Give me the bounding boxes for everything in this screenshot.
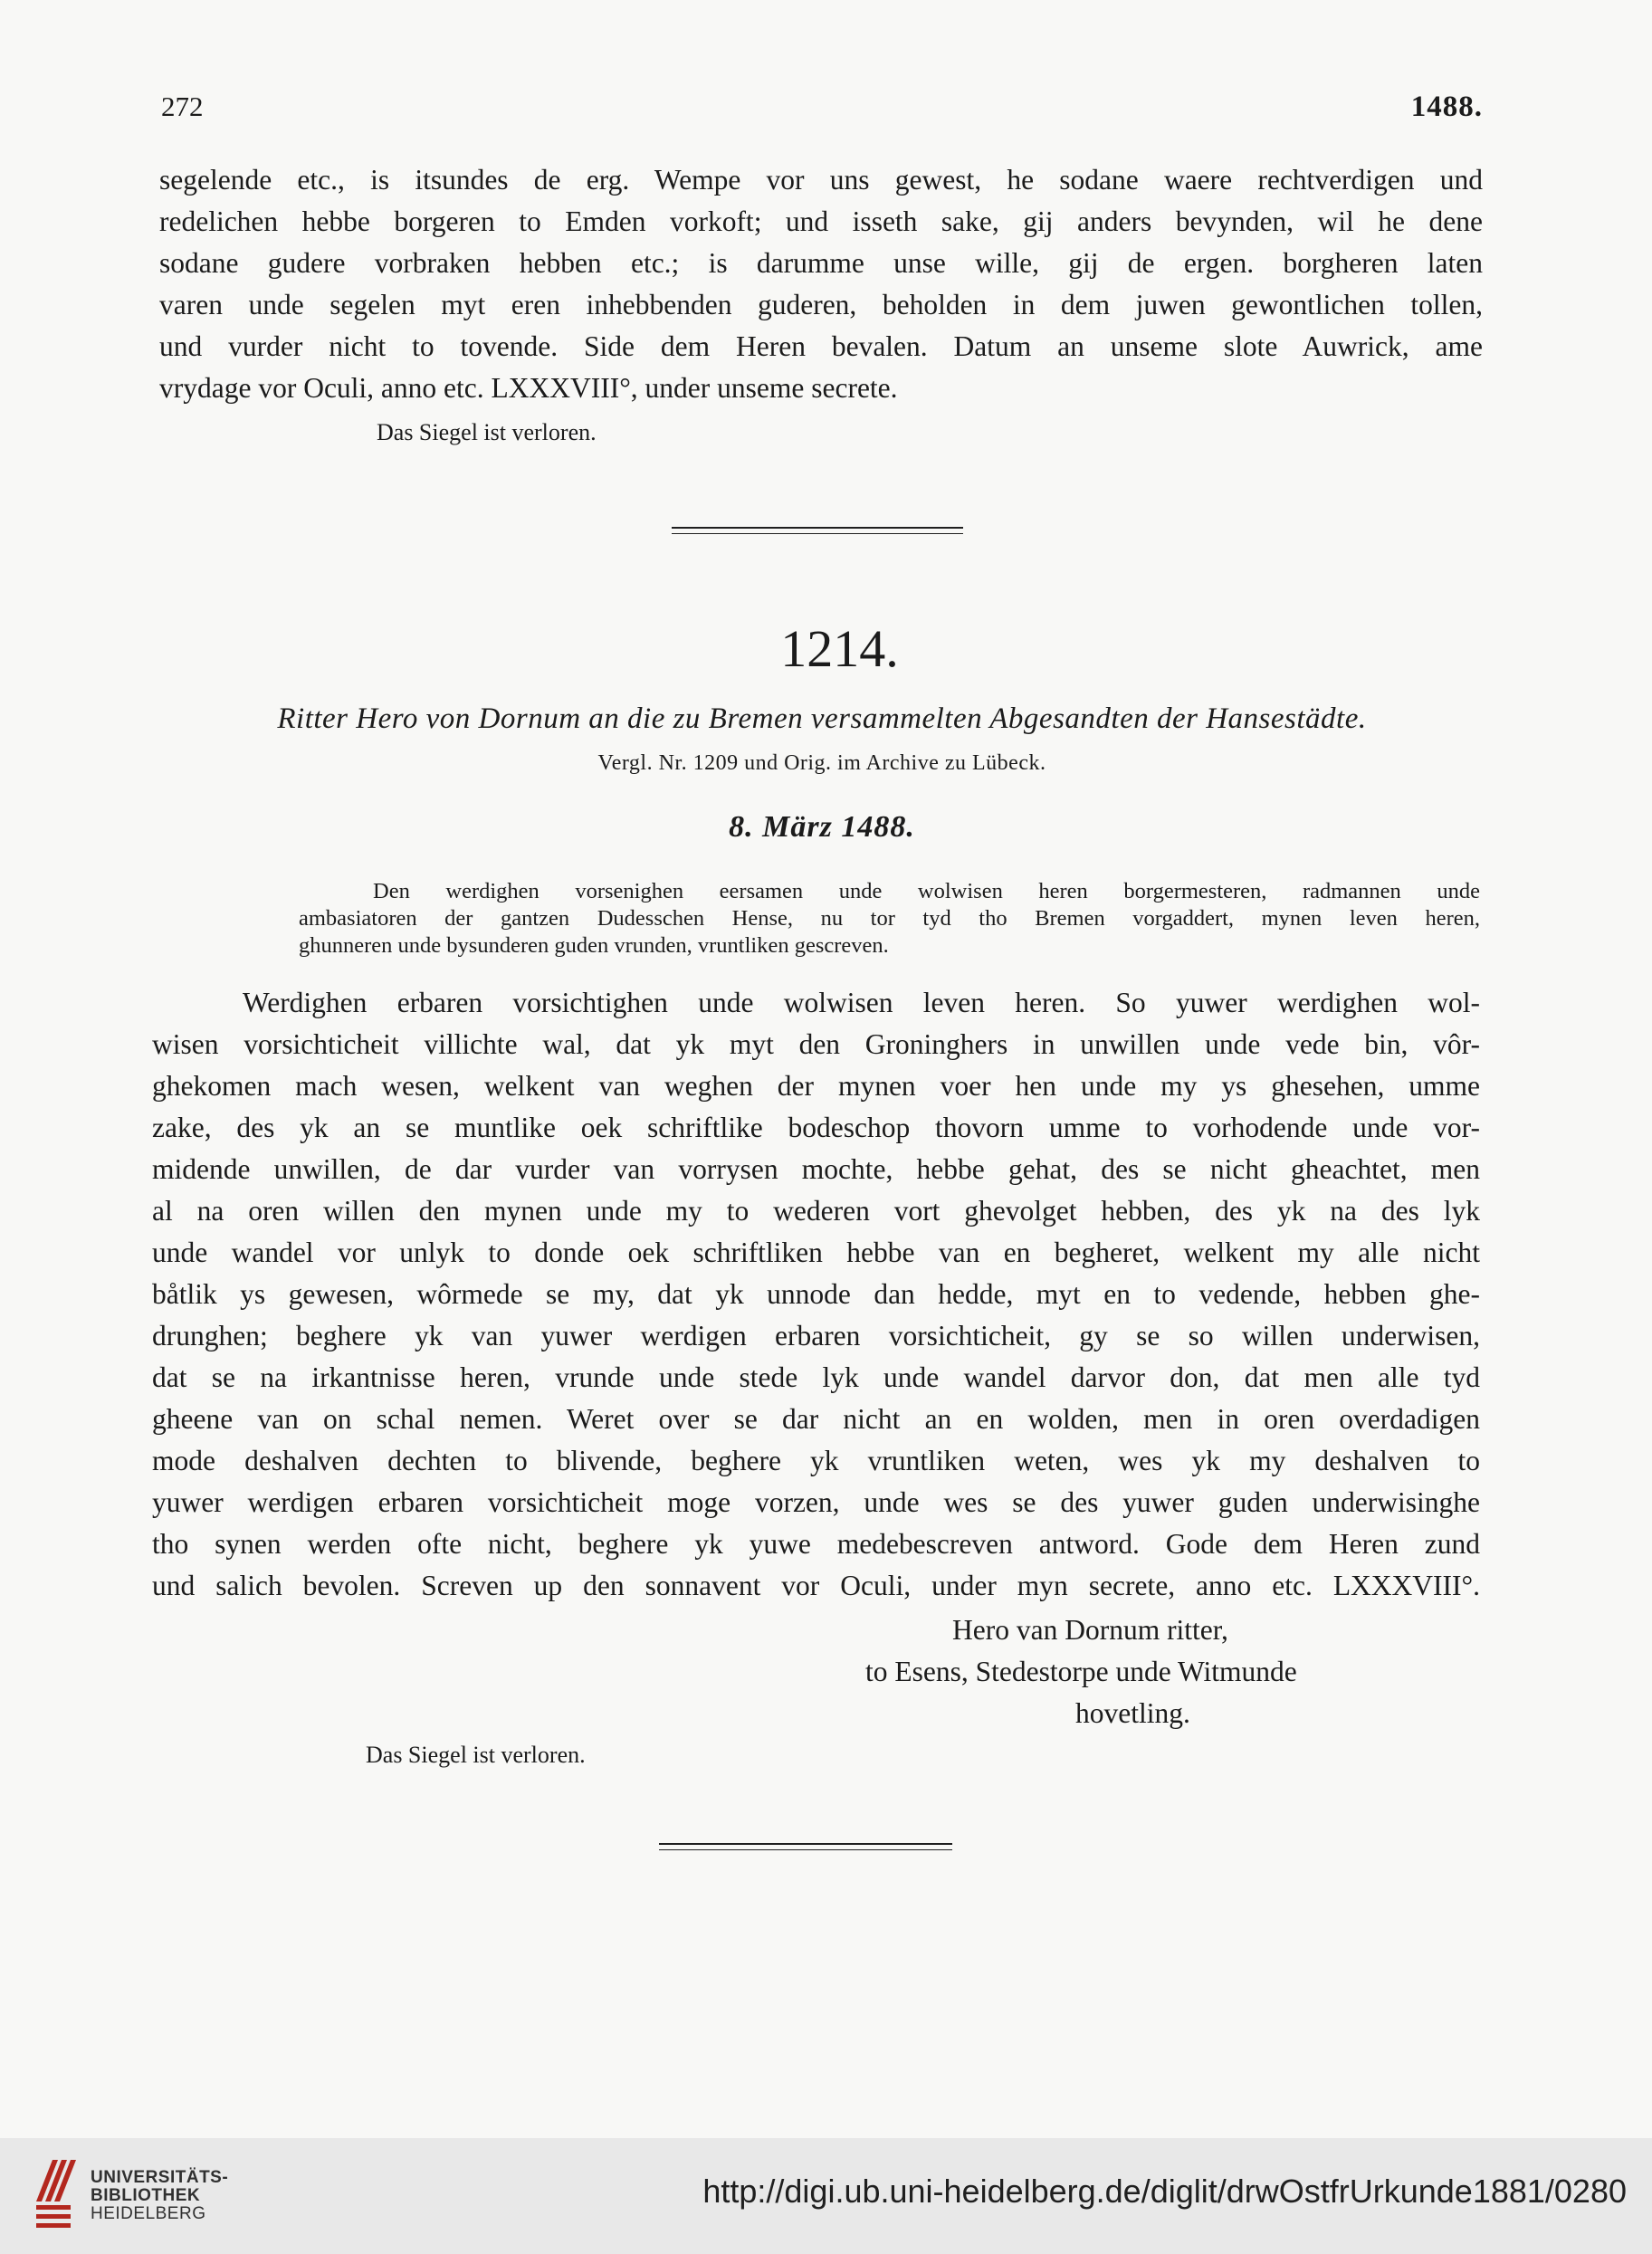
document-number-text: 1214. (780, 619, 899, 678)
library-name-line: UNIVERSITÄTS- (91, 2168, 229, 2187)
text-line: tho synen werden ofte nicht, beghere yk yuwe medebescreven antword. Gode dem Heren zund (152, 1528, 1480, 1560)
source-url: http://digi.ub.uni-heidelberg.de/diglit/drwOstfrUrkunde1881/0280 (702, 2173, 1627, 2210)
text-line: unde wandel vor unlyk to donde oek schriftliken hebbe van en begheret, welkent my alle nicht (152, 1237, 1480, 1268)
text-line: al na oren willen den mynen unde my to wederen vort ghevolget hebben, des yk na des lyk (152, 1195, 1480, 1227)
address-line: ambasiatoren der gantzen Dudesschen Hense, nu tor tyd tho Bremen vorgaddert, mynen leven heren, (299, 906, 1480, 931)
text-line: vrydage vor Oculi, anno etc. LXXXVIII°, under unseme secrete. (159, 372, 898, 404)
text-line: mode deshalven dechten to blivende, beghere yk vruntliken weten, wes yk my deshalven to (152, 1445, 1480, 1476)
text-line: varen unde segelen myt eren inhebbenden guderen, beholden in dem juwen gewontlichen tollen, (159, 289, 1483, 320)
seal-note: Das Siegel ist verloren. (377, 419, 597, 445)
text-line: Werdighen erbaren vorsichtighen unde wolwisen leven heren. So yuwer werdighen wol- (243, 987, 1480, 1018)
address-line: Den werdighen vorsenighen eersamen unde wolwisen heren borgermesteren, radmannen unde (373, 879, 1480, 903)
signature-line: Hero van Dornum ritter, (952, 1614, 1228, 1646)
signature-line: hovetling. (1075, 1697, 1190, 1729)
section-divider (659, 1843, 952, 1850)
signature-line: to Esens, Stedestorpe unde Witmunde (865, 1656, 1297, 1687)
document-number (0, 618, 1652, 679)
text-line: segelende etc., is itsundes de erg. Wempe vor uns gewest, he sodane waere rechtverdigen und (159, 164, 1483, 196)
address-line: ghunneren unde bysunderen guden vrunden, vruntliken gescreven. (299, 933, 889, 958)
document-address (299, 878, 1480, 960)
seal-note: Das Siegel ist verloren. (366, 1742, 586, 1768)
text-line: sodane gudere vorbraken hebben etc.; is darumme unse wille, gij de ergen. borgheren laten (159, 247, 1483, 279)
text-line: båtlik ys gewesen, wôrmede se my, dat yk unnode dan hedde, myt en to vedende, hebben ghe- (152, 1278, 1480, 1310)
text-line: midende unwillen, de dar vurder van vorrysen mochte, hebbe gehat, des se nicht gheachtet, men (152, 1153, 1480, 1185)
running-year: 1488. (1410, 91, 1483, 123)
text-line: und vurder nicht to tovende. Side dem Heren bevalen. Datum an unseme slote Auwrick, ame (159, 330, 1483, 362)
page-header (161, 91, 1483, 136)
library-name (91, 2169, 228, 2223)
text-line: yuwer werdigen erbaren vorsichticheit moge vorzen, unde wes se des yuwer guden underwisinghe (152, 1486, 1480, 1518)
text-line: wisen vorsichticheit villichte wal, dat yk myt den Groninghers in unwillen unde vede bin, vôr- (152, 1028, 1480, 1060)
library-name-line: HEIDELBERG (91, 2204, 206, 2223)
text-line: gheene van on schal nemen. Weret over se dar nicht an en wolden, men in oren overdadigen (152, 1403, 1480, 1435)
text-line: ghekomen mach wesen, welkent van weghen der mynen voer hen unde my ys ghesehen, umme (152, 1070, 1480, 1102)
text-line: redelichen hebbe borgeren to Emden vorkoft; und isseth sake, gij anders bevynden, wil he dene (159, 205, 1483, 237)
library-name-line: BIBLIOTHEK (91, 2186, 201, 2205)
text-line: und salich bevolen. Screven up den sonnavent vor Oculi, under myn secrete, anno etc. LXXXVIII°. (152, 1570, 1480, 1601)
document-reference: Vergl. Nr. 1209 und Orig. im Archive zu Lübeck. (597, 751, 1046, 775)
page-number: 272 (161, 91, 204, 122)
text-line: zake, des yk an se muntlike oek schriftlike bodeschop thovorn umme to vorhodende unde vor- (152, 1112, 1480, 1143)
section-divider (672, 527, 963, 534)
document-date: 8. März 1488. (729, 810, 915, 844)
text-line: drunghen; beghere yk van yuwer werdigen erbaren vorsichticheit, gy se so willen underwisen, (152, 1320, 1480, 1351)
document-title: Ritter Hero von Dornum an die zu Bremen versammelten Abgesandten der Hansestädte. (277, 702, 1367, 735)
viewer-footer (0, 2138, 1652, 2254)
text-line: dat se na irkantnisse heren, vrunde unde stede lyk unde wandel darvor don, dat men alle tyd (152, 1361, 1480, 1393)
university-library-logo-icon (33, 2154, 76, 2238)
